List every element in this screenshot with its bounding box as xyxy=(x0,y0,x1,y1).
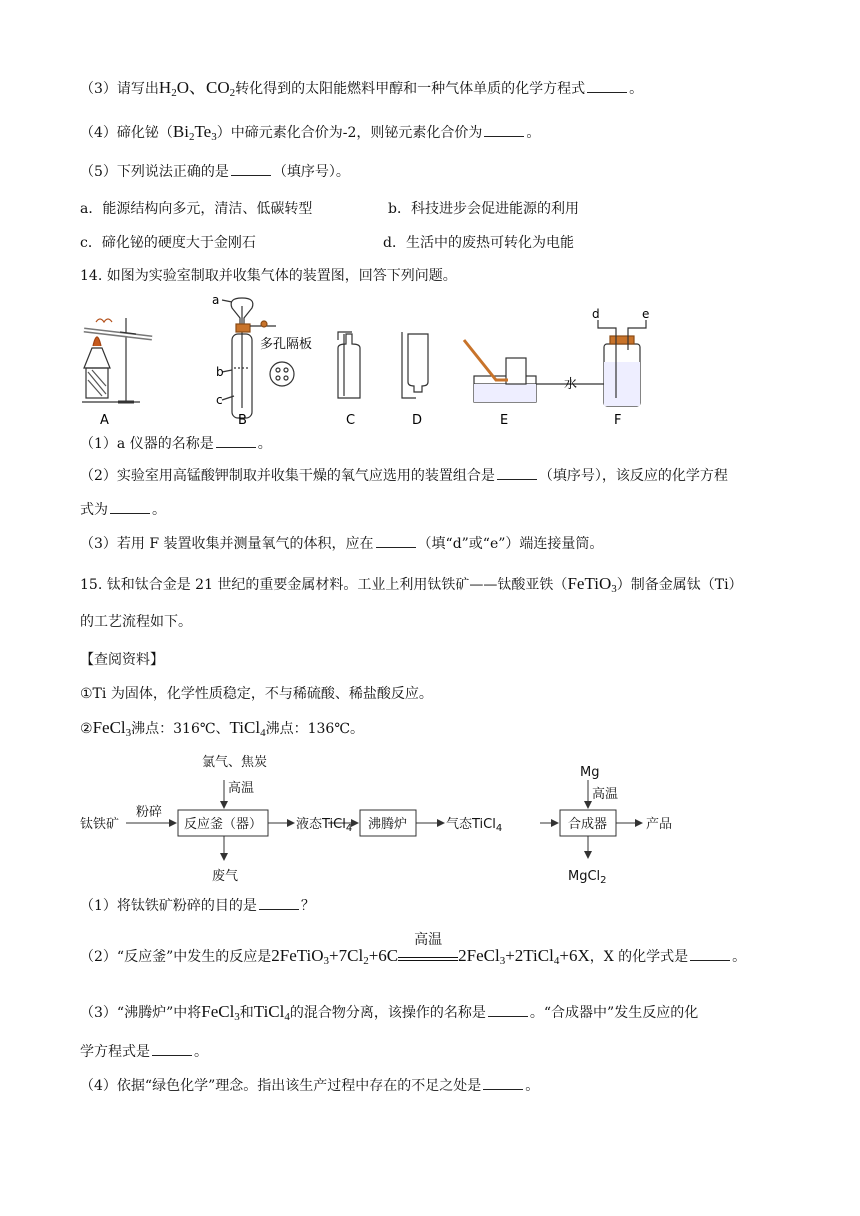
text: 。 xyxy=(349,721,364,737)
t: +2TiCl xyxy=(505,946,554,965)
flow-reactor: 反应釜（器） xyxy=(184,817,263,832)
option-c: c．碲化铋的硬度大于金刚石 xyxy=(80,235,256,251)
q14-part2-cont xyxy=(80,500,166,520)
s: 3 xyxy=(125,727,132,739)
text: 转化得到的太阳能燃料甲醇和一种气体单质的化学方程式 xyxy=(235,81,586,97)
text: （4）碲化铋（ xyxy=(80,125,173,141)
s: 2 xyxy=(600,875,607,886)
equals-sign xyxy=(398,957,458,961)
flow-crush: 粉碎 xyxy=(136,805,163,820)
option-b: b．科技进步会促进能源的利用 xyxy=(388,201,579,217)
t: 2FeTiO xyxy=(271,946,324,965)
s: 4 xyxy=(495,823,503,834)
apparatus-a xyxy=(82,318,152,402)
text: 。 xyxy=(732,949,747,965)
text: 。“合成器中”发生反应的化 xyxy=(529,1005,699,1021)
part-c-label: c xyxy=(216,393,223,407)
t: 2FeCl xyxy=(458,946,500,965)
text: 。 xyxy=(152,502,166,518)
s: 4 xyxy=(553,955,560,967)
t: +7Cl xyxy=(329,946,364,965)
text: ）制备金属钛（Ti） xyxy=(616,577,743,593)
s: 3 xyxy=(611,583,617,595)
text: 沸点：316℃、 xyxy=(131,721,230,737)
text: 。 xyxy=(629,81,644,97)
flow-mgcl2 xyxy=(568,869,607,886)
flow-cond1: 高温 xyxy=(228,781,255,796)
q14-part3 xyxy=(80,534,603,554)
answer-blank[interactable] xyxy=(690,948,730,961)
answer-blank[interactable] xyxy=(231,163,271,176)
part-e-label: e xyxy=(642,307,650,321)
t: TiCl xyxy=(253,1002,285,1021)
answer-blank[interactable] xyxy=(587,80,627,93)
formula-fetio3 xyxy=(567,574,616,593)
s: 2 xyxy=(171,87,177,99)
label-d: D xyxy=(412,413,423,428)
t: FeTiO xyxy=(567,574,612,593)
q15-part4 xyxy=(80,1076,539,1096)
label-b: B xyxy=(238,413,247,428)
text: （3）“沸腾炉”中将 xyxy=(80,1005,202,1021)
apparatus-figure xyxy=(76,288,656,430)
text: 。 xyxy=(525,1078,540,1094)
q13-part4 xyxy=(80,122,540,147)
text: （1）将钛铁矿粉碎的目的是 xyxy=(80,898,257,914)
formula-h2o-co2 xyxy=(159,78,235,97)
s: 2 xyxy=(363,955,369,967)
flow-reagents: 氯气、焦炭 xyxy=(202,755,268,770)
answer-blank[interactable] xyxy=(216,435,256,448)
text: ？ xyxy=(300,898,315,914)
text: 15. 钛和钛合金是 21 世纪的重要金属材料。工业上利用钛铁矿——钛酸亚铁（ xyxy=(80,577,568,593)
t: FeCl xyxy=(92,718,126,737)
q14-stem: 14. 如图为实验室制取并收集气体的装置图，回答下列问题。 xyxy=(80,268,457,284)
part-b-label: b xyxy=(216,365,224,379)
q15-part2 xyxy=(80,933,747,971)
part-d-label: d xyxy=(592,307,600,321)
formula-bi2te3 xyxy=(173,122,217,141)
reference-1: ①Ti 为固体，化学性质稳定，不与稀硫酸、稀盐酸反应。 xyxy=(80,686,433,702)
equation-condition xyxy=(398,933,458,961)
answer-blank[interactable] xyxy=(152,1043,192,1056)
s: 4 xyxy=(260,727,266,739)
text: （5）下列说法正确的是 xyxy=(80,164,229,180)
answer-blank[interactable] xyxy=(110,501,150,514)
flow-gas xyxy=(446,817,502,834)
process-flowchart xyxy=(76,750,716,890)
flow-liquid xyxy=(296,816,352,834)
option-a: a．能源结构向多元，清洁、低碳转型 xyxy=(80,201,313,217)
text: （填序号）。 xyxy=(272,164,350,180)
t: MgCl xyxy=(568,869,601,884)
t: 液态TiCl xyxy=(296,817,346,832)
s: 4 xyxy=(345,823,353,834)
t: 高温 xyxy=(414,933,443,948)
text: ② xyxy=(80,721,93,737)
apparatus-d xyxy=(402,332,428,398)
option-d: d．生活中的废热可转化为电能 xyxy=(383,235,574,251)
text: （1）a 仪器的名称是 xyxy=(80,436,214,452)
text: （3）请写出 xyxy=(80,81,159,97)
text: （填“d”或“e”）端连接量筒。 xyxy=(417,536,604,552)
s: 3 xyxy=(323,955,330,967)
water-label: 水 xyxy=(564,377,578,392)
equation xyxy=(271,933,590,967)
reference-heading: 【查阅资料】 xyxy=(80,652,164,668)
label-f: F xyxy=(614,413,622,428)
answer-blank[interactable] xyxy=(484,124,524,137)
flow-cond2: 高温 xyxy=(592,787,619,802)
s: 2 xyxy=(229,87,236,99)
flow-synth: 合成器 xyxy=(568,817,608,832)
part-a-label: a xyxy=(212,293,220,307)
text: 。 xyxy=(526,125,541,141)
s: 3 xyxy=(211,131,217,143)
formula-ticl4 xyxy=(230,718,266,737)
text: 沸点：136℃ xyxy=(265,721,350,737)
answer-blank[interactable] xyxy=(488,1004,528,1017)
text: （填序号），该反应的化学方程 xyxy=(538,468,728,484)
flow-boiler: 沸腾炉 xyxy=(368,817,408,832)
apparatus-b xyxy=(222,298,294,418)
t: FeCl xyxy=(201,1002,235,1021)
formula-ticl4 xyxy=(254,1002,290,1021)
reference-2 xyxy=(80,718,364,743)
apparatus-c xyxy=(338,332,360,398)
label-c: C xyxy=(346,413,356,428)
text: （4）依据“绿色化学”理念。指出该生产过程中存在的不足之处是 xyxy=(80,1078,482,1094)
t: 气态TiCl xyxy=(446,817,496,832)
q15-part3 xyxy=(80,1002,698,1027)
text: 式为 xyxy=(80,502,108,518)
text: 。 xyxy=(257,436,272,452)
t: H xyxy=(158,78,172,97)
answer-blank[interactable] xyxy=(259,897,299,910)
formula-fecl3 xyxy=(201,1002,240,1021)
text: ，X 的化学式是 xyxy=(589,949,689,965)
text: （2）“反应釜”中发生的反应是 xyxy=(80,949,272,965)
answer-blank[interactable] xyxy=(483,1077,523,1090)
s: 2 xyxy=(188,131,195,143)
q13-part5 xyxy=(80,162,350,182)
answer-blank[interactable] xyxy=(497,467,537,480)
s: 3 xyxy=(499,955,506,967)
s: 4 xyxy=(284,1011,290,1023)
flow-mg: Mg xyxy=(580,765,600,780)
flow-waste: 废气 xyxy=(212,869,239,884)
text: 学方程式是 xyxy=(80,1044,150,1060)
text: 和 xyxy=(239,1005,254,1021)
porous-plate-label: 多孔隔板 xyxy=(260,337,313,352)
text: 的混合物分离，该操作的名称是 xyxy=(289,1005,486,1021)
q15-part3-cont xyxy=(80,1042,208,1062)
formula-fecl3 xyxy=(93,718,132,737)
label-e: E xyxy=(500,413,509,428)
text: （3）若用 F 装置收集并测量氧气的体积，应在 xyxy=(80,536,374,552)
apparatus-f xyxy=(570,320,646,406)
text: （2）实验室用高锰酸钾制取并收集干燥的氧气应选用的装置组合是 xyxy=(80,468,495,484)
t: +6C xyxy=(368,946,399,965)
q15-stem xyxy=(80,574,743,599)
s: 3 xyxy=(234,1011,240,1023)
q15-stem-cont: 的工艺流程如下。 xyxy=(80,614,192,630)
text: ）中碲元素化合价为-2，则铋元素化合价为 xyxy=(216,125,483,141)
q14-part2 xyxy=(80,466,728,486)
t: Te xyxy=(194,122,212,141)
label-a: A xyxy=(100,413,109,428)
q15-part1 xyxy=(80,896,315,916)
t: O、CO xyxy=(176,78,230,97)
q14-part1 xyxy=(80,434,272,454)
t: TiCl xyxy=(229,718,261,737)
flow-product: 产品 xyxy=(646,817,673,832)
flow-ore: 钛铁矿 xyxy=(80,817,120,832)
answer-blank[interactable] xyxy=(376,535,416,548)
apparatus-e xyxy=(464,340,570,402)
text: 。 xyxy=(194,1044,208,1060)
t: Bi xyxy=(172,122,189,141)
q13-part3 xyxy=(80,78,643,103)
t: +6X xyxy=(559,946,590,965)
